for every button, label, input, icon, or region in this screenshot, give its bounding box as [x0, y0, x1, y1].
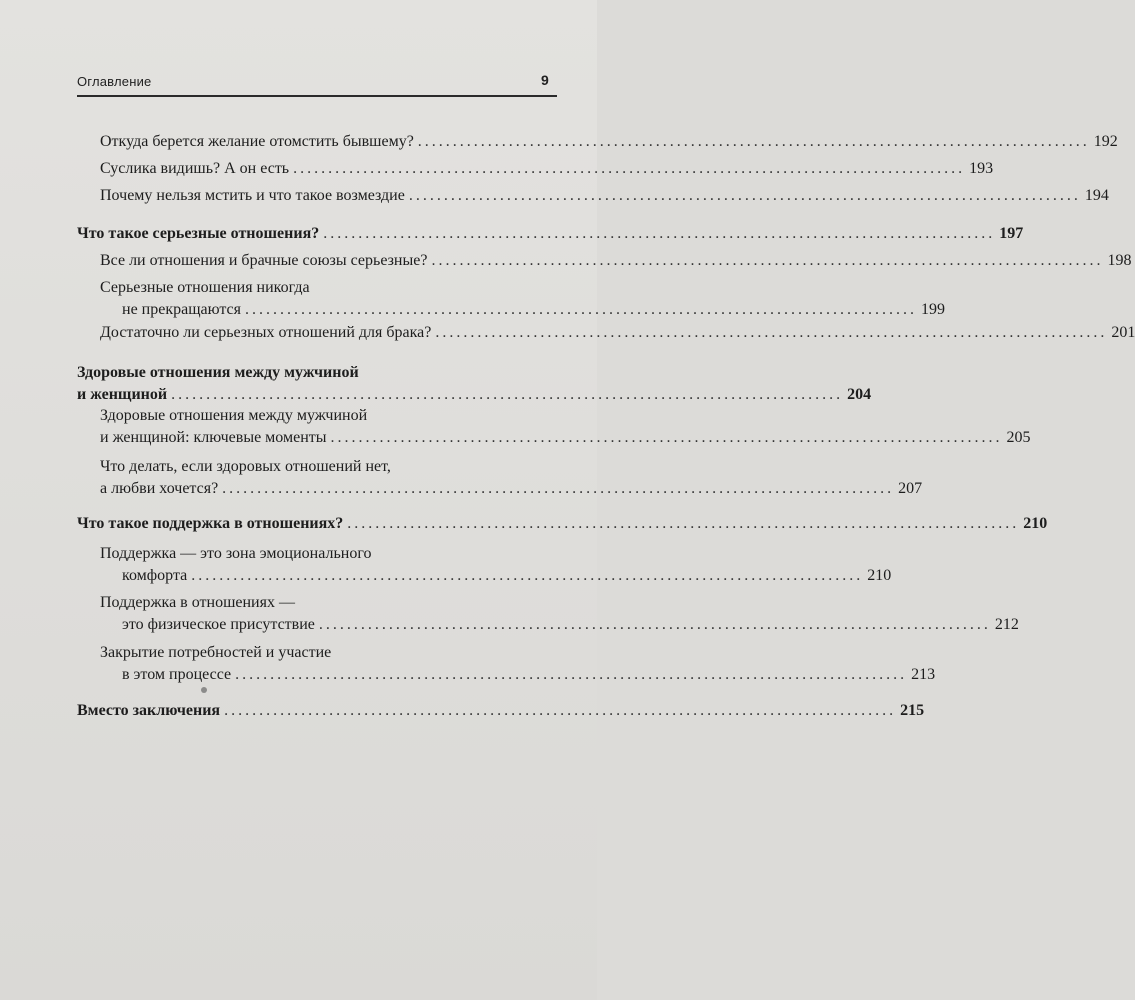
- leader-dots: ................................................................................................: [408, 187, 1081, 204]
- leader-dots: ................................................................................................: [431, 252, 1104, 269]
- toc-line: [77, 513, 1048, 535]
- toc-line: [100, 405, 553, 427]
- toc-line: [100, 277, 553, 299]
- toc-entry-page: 215: [900, 702, 925, 719]
- toc-entry-page: 207: [898, 480, 923, 497]
- toc-entry-page: 204: [847, 386, 872, 403]
- leader-dots: ................................................................................................: [191, 567, 864, 584]
- toc-entry-title: Здоровые отношения между мужчиной: [100, 407, 368, 424]
- toc-entry-page: 198: [1107, 252, 1132, 269]
- toc-line: [100, 131, 1118, 153]
- toc-line: [77, 700, 925, 722]
- toc-entry[interactable]: [100, 322, 1135, 344]
- toc-entry-title: Откуда берется желание отомстить бывшему?: [100, 133, 414, 150]
- leader-dots: ................................................................................................: [245, 301, 918, 318]
- leader-dots: ................................................................................................: [435, 324, 1108, 341]
- toc-section[interactable]: [77, 700, 925, 722]
- toc-entry[interactable]: [100, 456, 923, 500]
- toc-entry-page: 197: [999, 225, 1024, 242]
- print-speck: [201, 687, 207, 693]
- toc-entry-title-cont: комфорта: [122, 567, 188, 584]
- toc-line: [77, 384, 872, 406]
- toc-entry-page: 193: [969, 160, 994, 177]
- toc-entry-page: 210: [1023, 515, 1048, 532]
- toc-entry[interactable]: [100, 185, 1109, 207]
- toc-entry[interactable]: [100, 592, 1019, 636]
- leader-dots: ................................................................................................: [171, 386, 844, 403]
- toc-line: [100, 456, 553, 478]
- toc-line: [77, 362, 553, 384]
- toc-line: [100, 427, 1031, 449]
- toc-entry-title: Закрытие потребностей и участие: [100, 644, 332, 661]
- leader-dots: ................................................................................................: [417, 133, 1090, 150]
- leader-dots: ................................................................................................: [347, 515, 1020, 532]
- leader-dots: ................................................................................................: [330, 429, 1003, 446]
- running-header-title: Оглавление: [77, 74, 152, 89]
- toc-entry-page: 201: [1111, 324, 1135, 341]
- page-number: 9: [541, 72, 549, 88]
- toc-entry-title: Почему нельзя мстить и что такое возмездие: [100, 187, 405, 204]
- toc-entry-page: 205: [1006, 429, 1031, 446]
- leader-dots: ................................................................................................: [293, 160, 966, 177]
- toc-entry-page: 212: [994, 616, 1019, 633]
- toc-entry-title-cont: и женщиной: ключевые моменты: [100, 429, 327, 446]
- toc-section-title: Вместо заключения: [77, 702, 221, 719]
- toc-line: [100, 250, 1132, 272]
- toc-section-title: Что такое серьезные отношения?: [77, 225, 320, 242]
- toc-entry[interactable]: [100, 642, 936, 686]
- toc-entry[interactable]: [100, 405, 1031, 449]
- toc-entry-title: Достаточно ли серьезных отношений для брака?: [100, 324, 432, 341]
- toc-section[interactable]: [77, 362, 872, 406]
- toc-line: [100, 478, 923, 500]
- toc-entry-page: 194: [1084, 187, 1109, 204]
- leader-dots: ................................................................................................: [235, 666, 908, 683]
- toc-line: [100, 299, 946, 321]
- toc-section-title-cont: и женщиной: [77, 386, 168, 403]
- toc-line: [77, 223, 1024, 245]
- toc-section-title: Что такое поддержка в отношениях?: [77, 515, 344, 532]
- toc-section-title: Здоровые отношения между мужчиной: [77, 364, 359, 381]
- toc-entry-title-cont: это физическое присутствие: [122, 616, 315, 633]
- toc-section[interactable]: [77, 513, 1048, 535]
- toc-entry[interactable]: [100, 250, 1132, 272]
- leader-dots: ................................................................................................: [318, 616, 991, 633]
- toc-entry-title-cont: в этом процессе: [122, 666, 232, 683]
- toc-entry-title-cont: а любви хочется?: [100, 480, 219, 497]
- toc-entry-title: Серьезные отношения никогда: [100, 279, 310, 296]
- toc-line: [100, 565, 892, 587]
- toc-line: [100, 185, 1109, 207]
- leader-dots: ................................................................................................: [323, 225, 996, 242]
- toc-line: [100, 322, 1135, 344]
- leader-dots: ................................................................................................: [222, 480, 895, 497]
- toc-entry-title: Поддержка — это зона эмоционального: [100, 545, 372, 562]
- toc-entry-title: Суслика видишь? А он есть: [100, 160, 290, 177]
- toc-line: [100, 543, 553, 565]
- toc-entry-page: 192: [1093, 133, 1118, 150]
- toc-entry-title: Все ли отношения и брачные союзы серьезные?: [100, 252, 428, 269]
- toc-line: [100, 592, 553, 614]
- toc-entry[interactable]: [100, 543, 892, 587]
- leader-dots: ................................................................................................: [224, 702, 897, 719]
- toc-line: [100, 642, 553, 664]
- toc-section[interactable]: [77, 223, 1024, 245]
- toc-entry-page: 210: [867, 567, 892, 584]
- toc-line: [100, 664, 936, 686]
- toc-entry[interactable]: [100, 158, 994, 180]
- toc-entry-page: 213: [911, 666, 936, 683]
- header-divider: [77, 95, 557, 97]
- toc-line: [100, 158, 994, 180]
- toc-entry[interactable]: [100, 277, 946, 321]
- toc-line: [100, 614, 1019, 636]
- toc-entry[interactable]: [100, 131, 1118, 153]
- toc-entry-title: Поддержка в отношениях —: [100, 594, 295, 611]
- toc-entry-title: Что делать, если здоровых отношений нет,: [100, 458, 391, 475]
- toc-entry-title-cont: не прекращаются: [122, 301, 242, 318]
- toc-entry-page: 199: [921, 301, 946, 318]
